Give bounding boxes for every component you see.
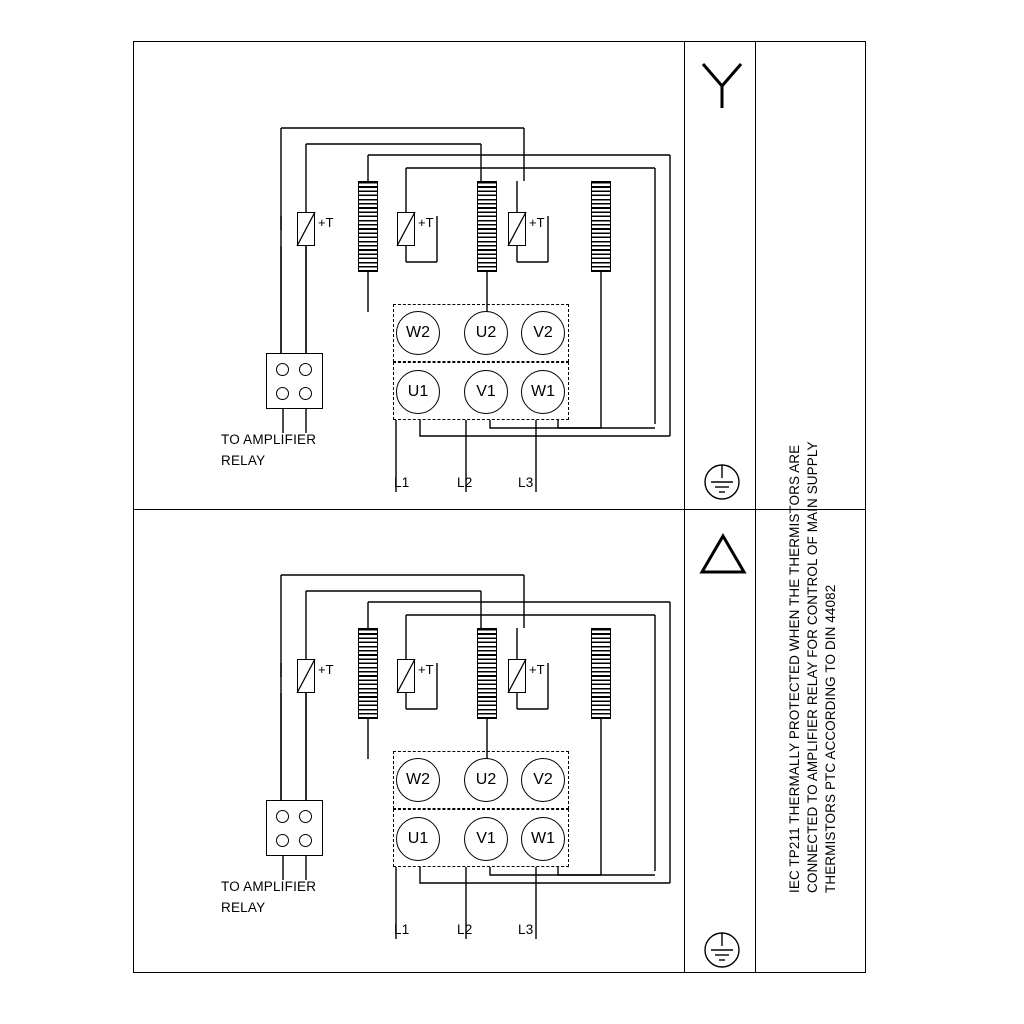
thermistor-2-delta-slash	[397, 659, 415, 693]
note-line-3: THERMISTORS PTC ACCORDING TO DIN 44082	[823, 584, 838, 893]
terminal-v1-delta[interactable]: V1	[464, 817, 508, 861]
terminal-w2-delta[interactable]: W2	[396, 758, 440, 802]
amplifier-label-line2-delta: RELAY	[221, 900, 266, 915]
thermistor-1-label: +T	[318, 215, 334, 230]
note-line-2: CONNECTED TO AMPLIFIER RELAY FOR CONTROL OF MAIN SUPPLY	[805, 441, 820, 893]
terminal-w1-delta[interactable]: W1	[521, 817, 565, 861]
terminal-v1-star[interactable]: V1	[464, 370, 508, 414]
thermistor-3-label: +T	[529, 215, 545, 230]
thermistor-1-delta-slash	[297, 659, 315, 693]
thermistor-3-delta-slash	[508, 659, 526, 693]
amplifier-connector-delta[interactable]	[266, 800, 323, 856]
thermistor-2-label: +T	[418, 215, 434, 230]
coil-u-delta	[477, 628, 497, 719]
phase-label-l3-delta: L3	[518, 922, 534, 937]
thermistor-3-delta-label: +T	[529, 662, 545, 677]
note-line-1: IEC TP211 THERMALLY PROTECTED WHEN THE THERMISTORS ARE	[787, 444, 802, 893]
connector-pin-4-delta	[299, 834, 312, 847]
terminal-w1-star[interactable]: W1	[521, 370, 565, 414]
terminal-u2-star[interactable]: U2	[464, 311, 508, 355]
terminal-v2-delta[interactable]: V2	[521, 758, 565, 802]
phase-label-l2-delta: L2	[457, 922, 473, 937]
coil-v-delta	[591, 628, 611, 719]
connector-pin-1-delta	[276, 810, 289, 823]
terminal-u1-delta[interactable]: U1	[396, 817, 440, 861]
thermistor-1-delta-label: +T	[318, 662, 334, 677]
phase-label-l1-delta: L1	[394, 922, 410, 937]
terminal-v2-star[interactable]: V2	[521, 311, 565, 355]
connector-pin-2-delta	[299, 810, 312, 823]
phase-label-l2-star: L2	[457, 475, 473, 490]
terminal-w2-star[interactable]: W2	[396, 311, 440, 355]
phase-label-l1-star: L1	[394, 475, 410, 490]
phase-label-l3-star: L3	[518, 475, 534, 490]
thermistor-2-delta-label: +T	[418, 662, 434, 677]
amplifier-label-line1-star: TO AMPLIFIER	[221, 432, 317, 447]
amplifier-label-line2-star: RELAY	[221, 453, 266, 468]
terminal-u2-delta[interactable]: U2	[464, 758, 508, 802]
connector-pin-3-delta	[276, 834, 289, 847]
coil-w-delta	[358, 628, 378, 719]
amplifier-label-line1-delta: TO AMPLIFIER	[221, 879, 317, 894]
terminal-u1-star[interactable]: U1	[396, 370, 440, 414]
